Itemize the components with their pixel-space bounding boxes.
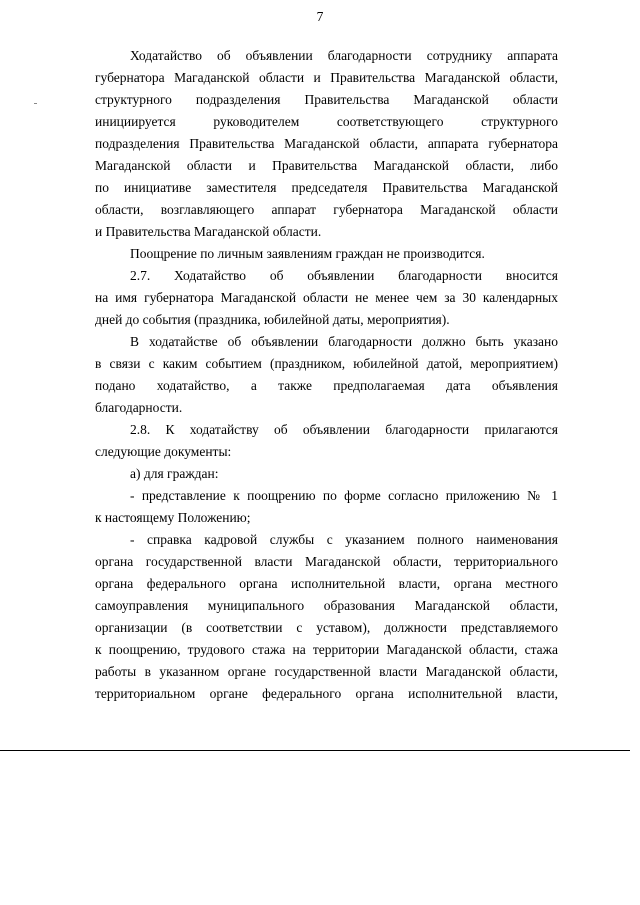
text-line: Ходатайство об объявлении благодарности сотруднику аппарата [130,48,558,63]
text-line: области, возглавляющего аппарат губернатора Магаданской области [95,202,558,217]
text-line: организации (в соответствии с уставом), должности представляемого [95,620,558,635]
text-line: 2.7. Ходатайство об объявлении благодарности вносится [130,268,558,283]
text-line: в связи с каким событием (праздником, юбилейной датой, мероприятием) [95,356,558,371]
text-line: к настоящему Положению; [95,510,251,525]
text-line: следующие документы: [95,444,232,459]
text-line: дней до события (праздника, юбилейной даты, мероприятия). [95,312,450,327]
scan-artifact [34,103,37,104]
text-line: подразделения Правительства Магаданской области, аппарата губернатора [95,136,558,151]
text-line: и Правительства Магаданской области. [95,224,322,239]
text-line: структурного подразделения Правительства Магаданской области [95,92,558,107]
text-line: Магаданской области и Правительства Магаданской области, либо [95,158,558,173]
text-line: подано ходатайство, а также предполагаемая дата объявления [95,378,558,393]
text-line: губернатора Магаданской области и Правительства Магаданской области, [95,70,558,85]
text-line: на имя губернатора Магаданской области не менее чем за 30 календарных [95,290,558,305]
text-line: по инициативе заместителя председателя Правительства Магаданской [95,180,558,195]
text-line: 2.8. К ходатайству об объявлении благодарности прилагаются [130,422,558,437]
text-line: - справка кадровой службы с указанием полного наименования [130,532,558,547]
page-bottom-rule [0,750,630,751]
text-line: благодарности. [95,400,183,415]
document-body [95,45,558,705]
page-number: 7 [316,9,324,24]
text-line: В ходатайстве об объявлении благодарности должно быть указано [130,334,558,349]
text-line: к поощрению, трудового стажа на территории Магаданской области, стажа [95,642,558,657]
text-line: инициируется руководителем соответствующего структурного [95,114,558,129]
text-line: территориальном органе федерального органа исполнительной власти, [95,686,558,701]
text-line: органа федерального органа исполнительной власти, органа местного [95,576,558,591]
text-line: работы в указанном органе государственной власти Магаданской области, [95,664,558,679]
text-line: а) для граждан: [130,466,219,481]
text-line: - представление к поощрению по форме согласно приложению № 1 [130,488,558,503]
text-line: самоуправления муниципального образования Магаданской области, [95,598,558,613]
text-line: органа государственной власти Магаданской области, территориального [95,554,558,569]
text-line: Поощрение по личным заявлениям граждан не производится. [130,246,485,261]
